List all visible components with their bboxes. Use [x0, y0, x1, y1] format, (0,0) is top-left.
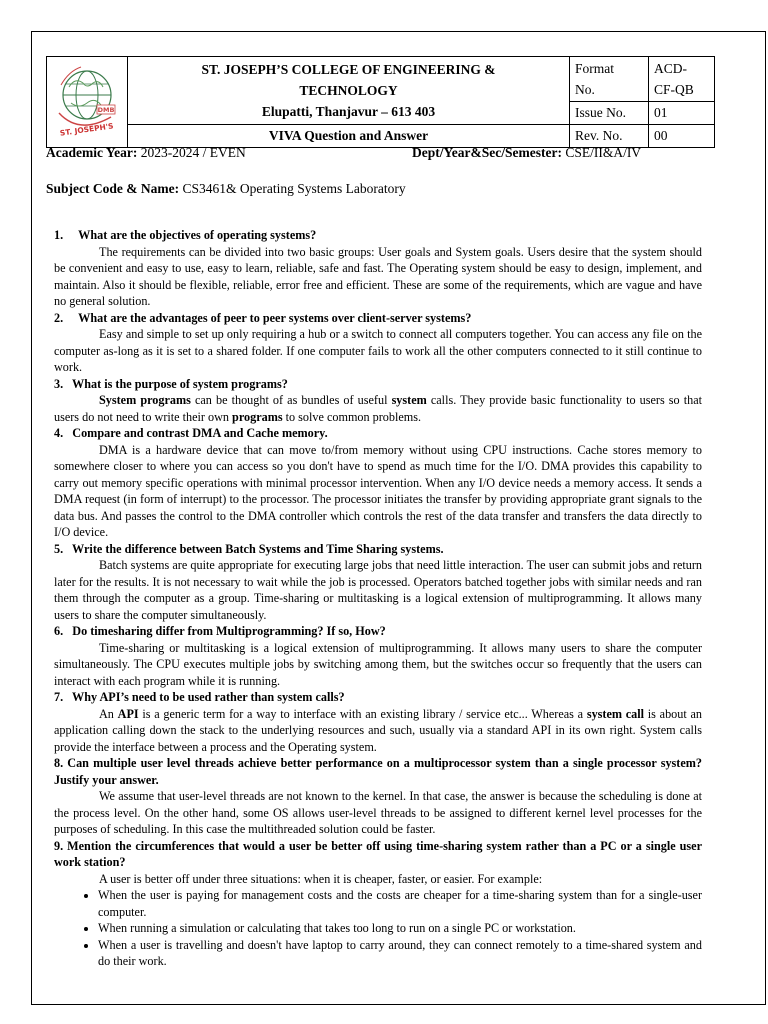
format-label-line1: Format [575, 60, 614, 76]
answer-5: Batch systems are quite appropriate for executing large jobs that need little interaction. The user can submit jobs and return later for the results. It is not necessary to wait while the job is processed. Operators batched together jobs with similar needs and ran them through the computer as a group. Time-sharing or multitasking is a logical extension of multiprogramming. It allows many users to share the computer simultaneously. [54, 558, 702, 622]
globe-logo-icon [47, 57, 127, 141]
dept-info [412, 145, 641, 161]
answer-3-bold-2: system [391, 393, 427, 407]
issue-label: Issue No. [570, 101, 649, 124]
format-label [570, 57, 649, 102]
college-name-cell [128, 57, 570, 125]
answer-3 [54, 392, 702, 425]
academic-year-value: 2023-2024 / EVEN [137, 145, 246, 160]
answer-9: A user is better off under three situations: when it is cheaper, faster, or easier. For example: [99, 871, 543, 886]
subject-info [46, 181, 406, 197]
college-address: Elupatti, Thanjavur – 613 403 [261, 103, 436, 119]
rev-label: Rev. No. [570, 124, 649, 147]
list-item: • When a user is travelling and doesn't have laptop to carry around, they can connect remotely to a time-shared system and do their work. [98, 937, 702, 970]
college-name-line2: TECHNOLOGY [299, 82, 398, 98]
question-1: 1. What are the objectives of operating systems? [54, 228, 317, 242]
format-label-line2: No. [575, 81, 595, 97]
logo-text: ST. JOSEPH'S [59, 121, 115, 138]
document-type: VIVA Question and Answer [128, 124, 570, 147]
answer-3-bold-3: programs [232, 409, 283, 424]
answer-8: We assume that user-level threads are not known to the kernel. In that case, the answer is because the scheduling is done at the process level. On the other hand, some OS allows user-level threads to be assigned to different kernel level processes for the purposes of scheduling. In this case the multithreaded solution could be faster. [54, 789, 702, 836]
list-item: • When running a simulation or calculating that takes too long to run on a single PC or workstation. [98, 920, 702, 937]
answer-7-text-3: is about an application calling down the stack to the underlying resources and such, usually via a standard API in its own right. System calls provide the interface between a process and the Operating system. [54, 706, 702, 754]
answer-7-bold-1: API [117, 706, 139, 721]
question-3: 3. What is the purpose of system programs? [54, 376, 288, 391]
question-2: 2. What are the advantages of peer to peer systems over client-server systems? [54, 310, 472, 325]
format-value-line2: CF-QB [654, 81, 694, 97]
answer-4: DMA is a hardware device that can move to/from memory without using CPU instructions. Cache stores memory to somewhere closer to where you can access so you don't have to spend as much time for the I/O. DMA provides this capability to carry out memory specific operations with minimal processor intervention. When any I/O device needs a memory access. It sends a DMA request (in form of interrupt) to the processor. The processor initiates the transfer by providing appropriate grant signals to the data bus. And passes the control to the DMA controller which controls the rest of the data transfer and transfers the data directly to I/O device. [54, 442, 702, 539]
dept-value: CSE/II&A/IV [561, 145, 642, 160]
answer-7-bold-2: system call [586, 706, 645, 721]
answer-6: Time-sharing or multitasking is a logical extension of multiprogramming. It allows many users to share the computer simultaneously. The CPU executes multiple jobs by switching among them, but the switches occur so frequently that the users can interact with each program while it is running. [54, 640, 702, 688]
qa-content [54, 227, 702, 970]
question-8: 8. Can multiple user level threads achieve better performance on a multiprocessor system than a single processor system? Justify your answer. [54, 756, 702, 787]
issue-value: 01 [649, 101, 715, 124]
question-4: 4. Compare and contrast DMA and Cache memory. [54, 426, 328, 440]
format-value-line1: ACD- [654, 60, 687, 76]
answer-7-text-1: An [99, 706, 118, 721]
question-9: 9. Mention the circumferences that would a user be better off using time-sharing system rather than a PC or a single user work station? [54, 838, 702, 869]
question-5: 5. Write the difference between Batch Systems and Time Sharing systems. [54, 541, 444, 556]
question-7: 7. Why API’s need to be used rather than system calls? [54, 690, 345, 704]
answer-3-bold-1: System programs [99, 393, 191, 407]
answer-3-text-1: can be thought of as bundles of useful [190, 393, 392, 407]
answer-3-text-2: calls. They provide basic functionality to users so that users do not need to write their own [54, 393, 703, 424]
answer-3-text-3: to solve common problems. [282, 409, 422, 424]
college-name-line1: ST. JOSEPH’S COLLEGE OF ENGINEERING & [201, 61, 496, 77]
answer-7-text-2: is a generic term for a way to interface with an existing library / service etc... Whereas a [138, 706, 587, 721]
header-table [46, 56, 715, 148]
question-6: 6. Do timesharing differ from Multiprogramming? If so, How? [54, 624, 386, 638]
dept-label: Dept/Year&Sec/Semester: [412, 145, 562, 160]
subject-label: Subject Code & Name: [46, 181, 180, 196]
format-value [649, 57, 715, 102]
college-logo [47, 57, 128, 148]
answer-7 [54, 706, 702, 756]
answer-9-bullet-list [54, 887, 702, 970]
subject-value: CS3461& Operating Systems Laboratory [179, 181, 406, 196]
rev-value: 00 [649, 124, 715, 147]
answer-1: The requirements can be divided into two basic groups: User goals and System goals. Users desire that the system should be convenient and easy to use, easy to learn, reliable, safe and fast. The Operating system should be easy to design, implement, and maintain. Also it should be flexible, reliable, error free and efficient. These are some of the requirements, which are vague and have no general solution. [54, 244, 702, 308]
logo-badge: DMB [97, 106, 115, 114]
answer-2: Easy and simple to set up only requiring a hub or a switch to connect all computers together. You can access any file on the computer as-long as it is set to a shared folder. If one computer fails to work all the other computers connected to it still continue to work. [54, 327, 702, 374]
list-item: • When the user is paying for management costs and the costs are cheaper for a time-sharing system than for a single-user computer. [98, 887, 702, 920]
academic-year-label: Academic Year: [46, 145, 138, 160]
academic-year [46, 145, 246, 161]
